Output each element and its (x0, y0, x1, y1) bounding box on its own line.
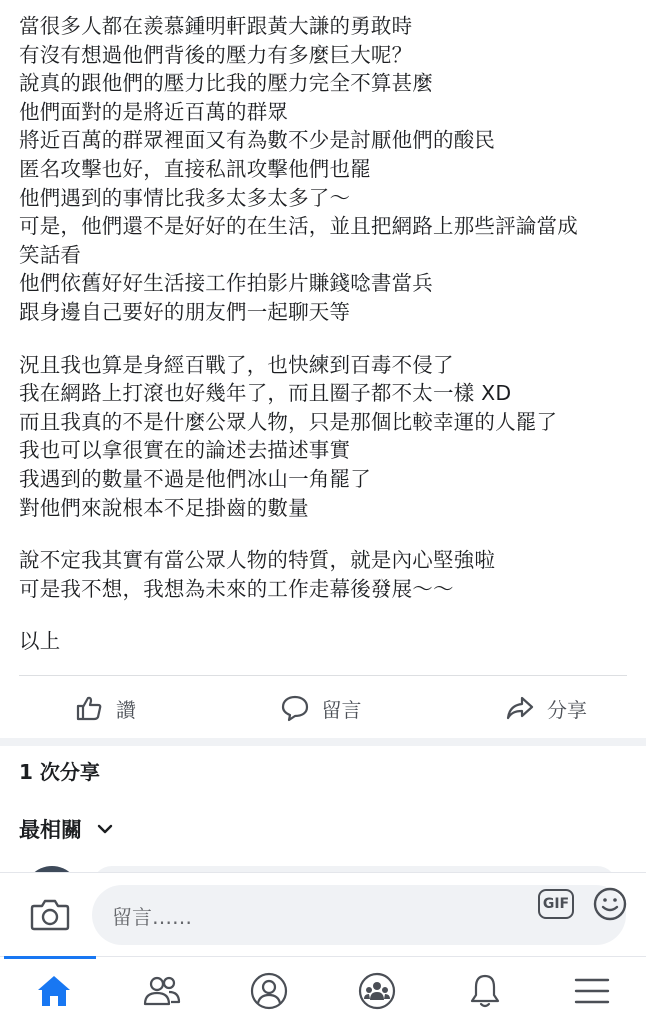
post-line: 況且我也算是身經百戰了，也快練到百毒不侵了 (19, 352, 454, 377)
action-bar-top-divider (19, 675, 627, 676)
home-icon (34, 971, 74, 1011)
post-line: 匿名攻擊也好，直接私訊攻擊他們也罷 (19, 156, 371, 181)
like-button[interactable] (19, 693, 191, 723)
share-count[interactable]: 1 次分享 (19, 760, 100, 784)
post-line: 以上 (19, 629, 61, 654)
post-action-bar (19, 680, 627, 736)
post-line: 有沒有想過他們背後的壓力有多麼巨大呢？ (19, 42, 413, 67)
nav-menu[interactable] (538, 957, 646, 1024)
post-line: 他們遇到的事情比我多太多太多了～ (19, 185, 351, 210)
post-line: 笑話看 (19, 242, 82, 267)
post-paragraph-2 (19, 351, 629, 523)
post-line: 他們依舊好好生活接工作拍影片賺錢唸書當兵 (19, 271, 433, 296)
post-line: 我遇到的數量不過是他們冰山一角罷了 (19, 466, 371, 491)
post-line: 當很多人都在羨慕鍾明軒跟黃大謙的勇敢時 (19, 14, 413, 38)
comment-button[interactable] (225, 693, 417, 723)
hamburger-menu-icon (572, 971, 612, 1011)
post-paragraph-1 (19, 12, 629, 327)
thumbs-up-icon (74, 693, 104, 723)
post-line: 跟身邊自己要好的朋友們一起聊天等 (19, 299, 351, 324)
post-line: 可是，他們還不是好好的在生活，並且把網路上那些評論當成 (19, 214, 578, 239)
nav-home[interactable] (0, 957, 108, 1024)
comments-sort-dropdown[interactable] (19, 814, 114, 844)
camera-icon[interactable] (30, 895, 70, 933)
post-paragraph-3 (19, 546, 629, 603)
post-line: 他們面對的是將近百萬的群眾 (19, 99, 289, 124)
post-line: 我也可以拿很實在的論述去描述事實 (19, 438, 351, 463)
profile-icon (249, 971, 289, 1011)
nav-groups[interactable] (323, 957, 431, 1024)
post-line: 而且我真的不是什麼公眾人物，只是那個比較幸運的人罷了 (19, 409, 558, 434)
bell-icon (465, 971, 505, 1011)
comment-input-placeholder: 留言…… (112, 904, 192, 929)
bottom-navigation (0, 956, 646, 1024)
share-label: 分享 (547, 697, 587, 722)
post-line: 將近百萬的群眾裡面又有為數不少是討厭他們的酸民 (19, 128, 496, 153)
post-line: 說不定我其實有當公眾人物的特質，就是內心堅強啦 (19, 548, 496, 573)
post-line: 可是我不想，我想為未來的工作走幕後發展～～ (19, 576, 454, 601)
share-button[interactable] (450, 693, 627, 723)
speech-bubble-icon (280, 693, 310, 723)
gif-button[interactable]: GIF (538, 889, 574, 919)
groups-icon (357, 971, 397, 1011)
nav-notifications[interactable] (431, 957, 539, 1024)
chevron-down-icon (96, 820, 114, 838)
post-paragraph-4 (19, 627, 629, 656)
comment-composer (0, 872, 646, 956)
comments-sort-label: 最相關 (19, 818, 82, 842)
post-body (19, 12, 629, 680)
nav-profile[interactable] (215, 957, 323, 1024)
comment-label: 留言 (321, 697, 362, 722)
nav-friends[interactable] (108, 957, 216, 1024)
share-arrow-icon (505, 693, 535, 723)
like-label: 讚 (116, 697, 136, 722)
friends-icon (142, 971, 182, 1011)
post-line: 對他們來說根本不足掛齒的數量 (19, 495, 309, 520)
smiley-icon[interactable] (592, 886, 628, 922)
post-line: 我在網路上打滾也好幾年了，而且圈子都不太一樣 XD (19, 381, 512, 406)
post-line: 說真的跟他們的壓力比我的壓力完全不算甚麼 (19, 71, 433, 96)
section-divider (0, 738, 646, 746)
